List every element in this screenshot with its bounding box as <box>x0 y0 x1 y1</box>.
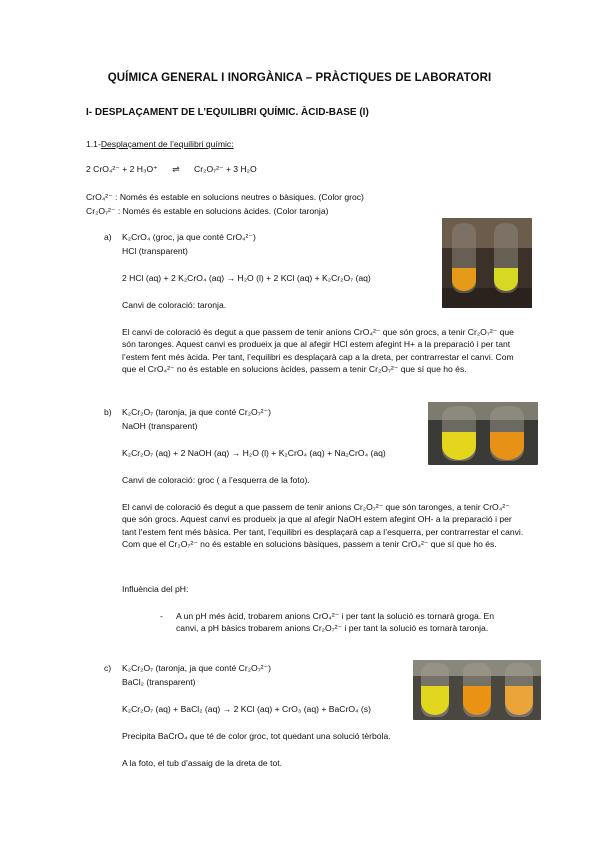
item-c-line2: BaCl₂ (transparent) <box>122 677 196 687</box>
item-a-line2: HCl (transparent) <box>122 246 188 256</box>
photo-a <box>442 218 532 308</box>
section-heading: I- DESPLAÇAMENT DE L’EQUILIBRI QUÍMIC. ÀCID-BASE (I) <box>86 107 369 118</box>
item-a-line1: K₂CrO₄ (groc, ja que conté CrO₄²⁻) <box>122 232 256 242</box>
equilibrium-arrow: ⇌ <box>172 164 180 174</box>
item-b-line2: NaOH (transparent) <box>122 421 198 431</box>
item-c-line1: K₂Cr₂O₇ (taronja, ja que conté Cr₂O₇²⁻) <box>122 663 271 673</box>
subsection-number: 1.1- <box>86 139 101 149</box>
item-c-precipitate: Precipita BaCrO₄ que té de color groc, tot quedant una solució tèrbola. <box>122 731 391 741</box>
item-b-explanation: El canvi de coloració és degut a que passem de tenir anions Cr₂O₇²⁻ que són taronges, a tenir CrO₄²⁻ que són grocs. Aquest canvi es produeix ja que al afegir NaOH estem afegint OH- a la preparació i per tant l’estem fent més bàsica. Per tant, l’equilibri es desplaçarà cap a l’esquerra, per contrarrestar el canvi. Com que el Cr₂O₇²⁻ no és estable en solucions bàsiques, passem a tenir CrO₄²⁻ que sí que ho és. <box>122 502 524 550</box>
subsection-title: Desplaçament de l’equilibri químic: <box>100 139 234 149</box>
item-b-letter: b) <box>104 407 112 417</box>
item-c-photo-note: A la foto, el tub d’assaig de la dreta de tot. <box>122 758 283 768</box>
item-c-letter: c) <box>104 663 112 673</box>
main-equation <box>86 163 257 176</box>
item-b-color-change: Canvi de coloració: groc ( a l’esquerra de la foto). <box>122 475 310 485</box>
photo-b <box>428 402 538 465</box>
item-b-reaction: K₂Cr₂O₇ (aq) + 2 NaOH (aq) → H₂O (l) + K₂CrO₄ (aq) + Na₂CrO₄ (aq) <box>122 448 386 458</box>
item-c-reaction: K₂Cr₂O₇ (aq) + BaCl₂ (aq) → 2 KCl (aq) + CrO₃ (aq) + BaCrO₄ (s) <box>122 704 371 714</box>
page-title: QUÍMICA GENERAL I INORGÀNICA – PRÀCTIQUES DE LABORATORI <box>107 72 492 84</box>
note-dichromate: Cr₂O₇²⁻ : Només és estable en solucions àcides. (Color taronja) <box>86 206 329 216</box>
item-b-line1: K₂Cr₂O₇ (taronja, ja que conté Cr₂O₇²⁻) <box>122 407 271 417</box>
equation-left: 2 CrO₄²⁻ + 2 H₃O⁺ <box>86 164 158 174</box>
item-a-explanation: El canvi de coloració és degut a que passem de tenir anions CrO₄²⁻ que són grocs, a tenir Cr₂O₇²⁻ que són taronges. Aquest canvi es produeix ja que al afegir HCl estem afegint H+ a la preparació i per tant l’estem fent més àcida. Per tant, l’equilibri es desplaçarà cap a la dreta, per contrarrestar el canvi. Com que el CrO₄²⁻ no és estable en solucions àcides, passem a tenir Cr₂O₇²⁻ que sí que ho és. <box>122 327 514 375</box>
note-chromate: CrO₄²⁻ : Només és estable en solucions neutres o bàsiques. (Color groc) <box>86 192 364 202</box>
item-a-color-change: Canvi de coloració: taronja. <box>122 300 227 310</box>
equation-right: Cr₂O₇²⁻ + 3 H₂O <box>194 164 257 174</box>
bullet-dash: - <box>160 611 163 621</box>
photo-c <box>413 660 541 720</box>
item-a-letter: a) <box>104 232 112 242</box>
item-a-reaction: 2 HCl (aq) + 2 K₂CrO₄ (aq) → H₂O (l) + 2 KCl (aq) + K₂Cr₂O₇ (aq) <box>122 273 371 283</box>
subsection-heading <box>86 138 234 150</box>
ph-title: Influència del pH: <box>122 584 189 594</box>
ph-bullet-text: A un pH més àcid, trobarem anions CrO₄²⁻ i per tant la solució es tornarà groga. En canvi, a pH bàsics trobarem anions Cr₂O₇²⁻ i per tant la solució es tornarà taronja. <box>176 611 495 634</box>
